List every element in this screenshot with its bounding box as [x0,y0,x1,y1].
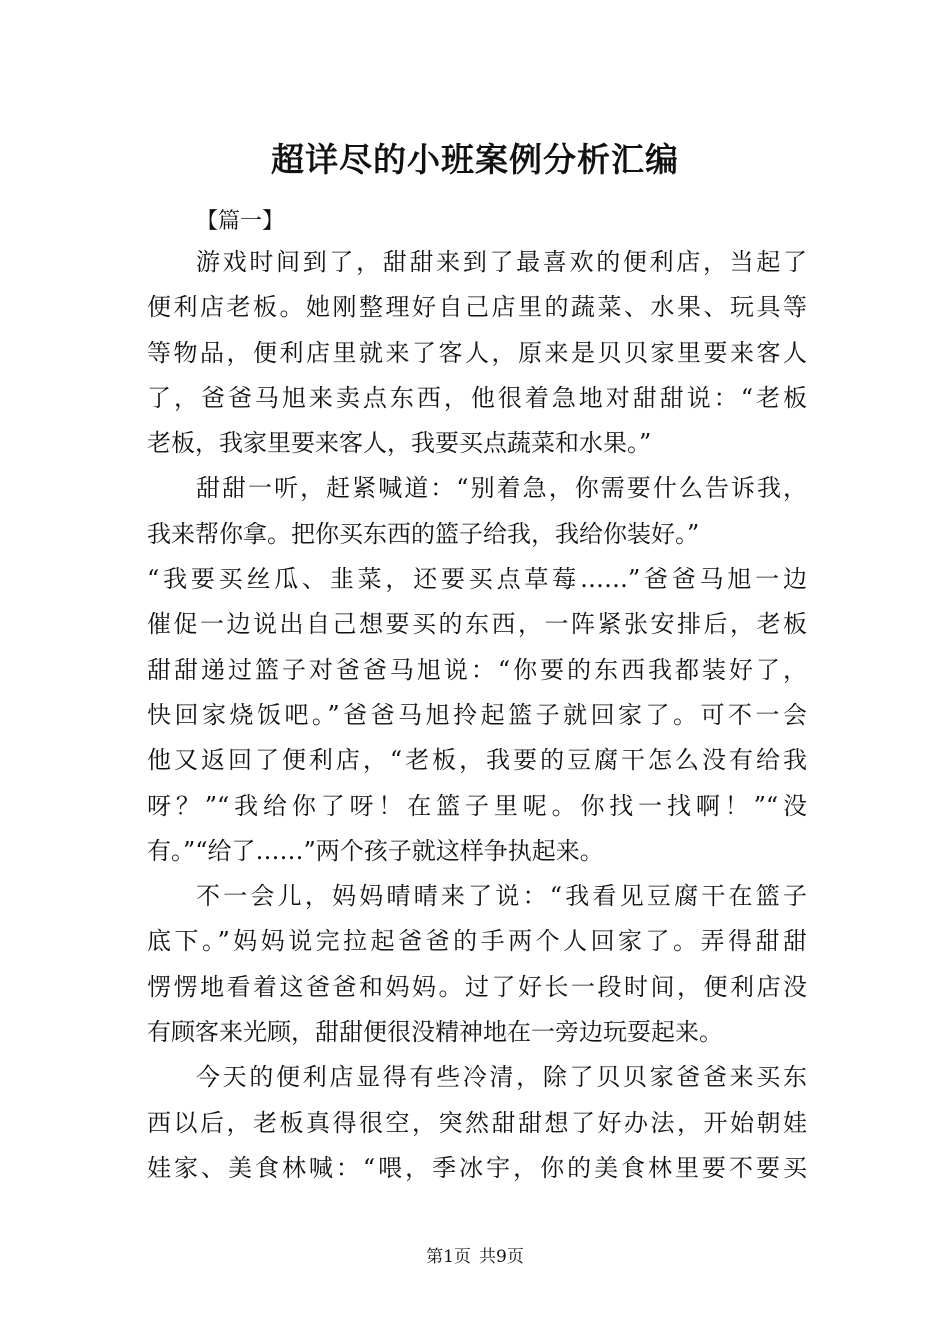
text-line: 底下。”妈妈说完拉起爸爸的手两个人回家了。弄得甜甜 [147,927,807,956]
section-label: 【篇一】 [196,209,285,234]
text-line: 今天的便利店显得有些冷清，除了贝贝家爸爸来买东 [196,1063,807,1092]
text-line: “我要买丝瓜、韭菜，还要买点草莓……”爸爸马旭一边 [147,565,807,594]
text-line: 快回家烧饭吧。”爸爸马旭拎起篮子就回家了。可不一会 [147,700,807,729]
document-title: 超详尽的小班案例分析汇编 [271,140,679,179]
text-line: 有。”“给了……”两个孩子就这样争执起来。 [147,836,604,865]
text-line: 呀？”“我给你了呀！在篮子里呢。你找一找啊！”“没 [147,791,807,820]
text-line: 甜甜递过篮子对爸爸马旭说：“你要的东西我都装好了， [147,655,807,684]
page-number: 第1页 [426,1247,471,1267]
text-line: 游戏时间到了，甜甜来到了最喜欢的便利店，当起了 [196,248,807,276]
page-total: 共9页 [479,1247,524,1267]
page-footer [0,1242,950,1267]
text-line: 娃家、美食林喊：“喂，季冰宇，你的美食林里要不要买 [147,1153,807,1182]
text-line: 我来帮你拿。把你买东西的篮子给我，我给你装好。” [147,519,700,548]
text-line: 甜甜一听，赶紧喊道：“别着急，你需要什么告诉我， [196,474,807,503]
body-text [147,240,807,1191]
text-line: 不一会儿，妈妈晴晴来了说：“我看见豆腐干在篮子 [196,882,807,911]
text-line: 他又返回了便利店，“老板，我要的豆腐干怎么没有给我 [147,746,807,775]
text-line: 催促一边说出自己想要买的东西，一阵紧张安排后，老板 [147,610,807,639]
text-line: 老板，我家里要来客人，我要买点蔬菜和水果。” [147,429,652,458]
text-line: 等物品，便利店里就来了客人，原来是贝贝家里要来客人 [147,338,807,367]
text-line: 有顾客来光顾，甜甜便很没精神地在一旁边玩耍起来。 [147,1018,723,1047]
text-line: 了，爸爸马旭来卖点东西，他很着急地对甜甜说：“老板 [147,383,807,412]
text-line: 西以后，老板真得很空，突然甜甜想了好办法，开始朝娃 [147,1108,807,1137]
text-line: 便利店老板。她刚整理好自己店里的蔬菜、水果、玩具等 [147,293,807,322]
text-line: 愣愣地看着这爸爸和妈妈。过了好长一段时间，便利店没 [147,972,807,1001]
